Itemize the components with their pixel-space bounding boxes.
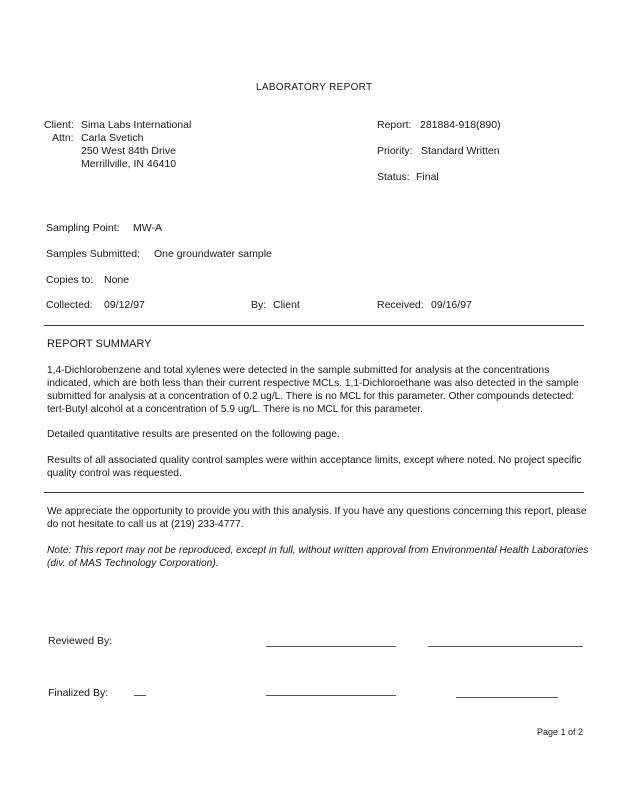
- attn-name: Carla Svetich: [81, 132, 144, 144]
- samples-submitted-value: One groundwater sample: [154, 248, 272, 260]
- summary-paragraph: 1,4-Dichlorobenzene and total xylenes were detected in the sample submitted for analysis at the concentrations indicated, which are both less than their current respective MCLs. 1,1-Dichloroethane was also detected in the sample submitted for analysis at a concentration of 0.2 ug/L. There is no MCL for this parameter. Other compounds detected: tert-Butyl alcohol at a concentration of 5.9 ug/L. There is no MCL for this parameter.: [47, 365, 579, 415]
- sampling-point-value: MW-A: [133, 222, 162, 234]
- received-date: 09/16/97: [431, 299, 472, 311]
- reviewed-date-line: [428, 646, 583, 647]
- report-number: 281884-918(890): [420, 119, 501, 131]
- collected-by-label: By:: [251, 299, 267, 311]
- priority-value: Standard Written: [421, 145, 500, 157]
- report-title: LABORATORY REPORT: [256, 82, 373, 93]
- divider-middle: [44, 492, 584, 493]
- received-label: Received:: [377, 299, 424, 311]
- reviewed-signature-line: [266, 646, 396, 647]
- sampling-point-label: Sampling Point:: [46, 222, 120, 234]
- samples-submitted-label: Samples Submitted:: [46, 248, 140, 260]
- client-name: Sima Labs International: [81, 119, 192, 131]
- client-address-line2: Merrillville, IN 46410: [81, 158, 177, 170]
- finalized-by-label: Finalized By:: [48, 687, 109, 699]
- summary-heading: REPORT SUMMARY: [47, 338, 152, 350]
- collected-label: Collected:: [46, 299, 93, 311]
- collected-by-value: Client: [273, 299, 300, 311]
- priority-label: Priority:: [377, 145, 413, 157]
- attn-label: Attn:: [52, 132, 74, 144]
- copies-to-label: Copies to:: [46, 274, 94, 286]
- finalized-date-line: [456, 697, 558, 698]
- copies-to-value: None: [104, 274, 130, 286]
- divider-top: [44, 325, 584, 326]
- reproduction-note: Note: This report may not be reproduced, except in full, without written approval from Environmental Health Laboratories (div. of MAS Technology Corporation).: [47, 545, 589, 569]
- client-label: Client:: [44, 119, 74, 131]
- status-value: Final: [416, 171, 439, 183]
- page-number: Page 1 of 2: [537, 727, 584, 737]
- closing-paragraph: We appreciate the opportunity to provide you with this analysis. If you have any questions concerning this report, please do not hesitate to call us at (219) 233-4777.: [47, 506, 587, 530]
- status-label: Status:: [377, 171, 410, 183]
- client-address-line1: 250 West 84th Drive: [81, 145, 176, 157]
- finalized-signature-line: [266, 695, 396, 696]
- detailed-results-note: Detailed quantitative results are presented on the following page.: [47, 429, 340, 440]
- collected-date: 09/12/97: [104, 299, 145, 311]
- quality-control-note: Results of all associated quality control samples were within acceptance limits, except where noted. No project specific quality control was requested.: [47, 455, 582, 479]
- report-number-label: Report:: [377, 119, 412, 131]
- finalized-mark: [134, 695, 146, 696]
- reviewed-by-label: Reviewed By:: [48, 635, 113, 647]
